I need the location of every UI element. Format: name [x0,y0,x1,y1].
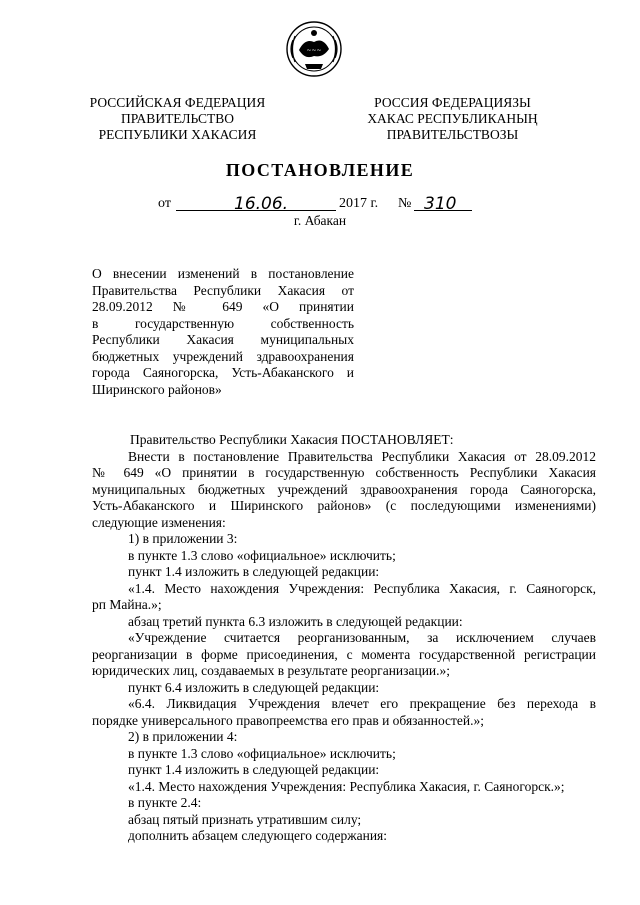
header-right-line: ХАКАС РЕСПУБЛИКАНЫҢ [367,111,538,126]
subject-line: в государственную собственность [92,315,354,331]
body-line: юридических лиц, создаваемых в результате реорганизации.»; [92,663,451,678]
header-right [360,95,545,143]
subject-line: города Саяногорска, Усть-Абаканского и [92,365,354,380]
subject-line: 28.09.2012 № 649 «О принятии [92,299,354,314]
body-line: Внести в постановление Правительства Республики Хакасия от 28.09.2012 [128,448,596,464]
number-label: № [398,196,412,211]
body-line: «1.4. Место нахождения Учреждения: Республика Хакасия, г. Саяногорск, [128,580,596,596]
subject-line: Ширинского районов» [92,381,222,397]
body-line: пункт 1.4 изложить в следующей редакции: [128,564,380,579]
body-line: в пункте 1.3 слово «официальное» исключить; [128,547,396,563]
body-line: Усть-Абаканского и Ширинского районов» (с последующими изменениями) [92,498,596,513]
body-line: Правительство Республики Хакасия ПОСТАНОВЛЯЕТ: [130,432,454,447]
body-line: абзац третий пункта 6.3 изложить в следующей редакции: [128,613,463,629]
body-line: в пункте 1.3 слово «официальное» исключить; [128,745,396,761]
subject-line: бюджетных учреждений здравоохранения [92,348,354,364]
subject-line: Республики Хакасия муниципальных [92,332,354,347]
year-label: 2017 г. [339,196,379,211]
subject-line: О внесении изменений в постановление [92,266,354,281]
body-line: № 649 «О принятии в государственную собственность Республики Хакасия [92,465,596,480]
body-line: следующие изменения: [92,514,226,530]
header-left-line: ПРАВИТЕЛЬСТВО [121,111,234,126]
svg-text:~~~: ~~~ [306,47,322,54]
body-line: абзац пятый признать утратившим силу; [128,811,362,827]
body-line: «Учреждение считается реорганизованным, за исключением случаев [128,630,596,645]
body-line: порядке универсального правопреемства его прав и обязанностей.»; [92,712,485,728]
body-line: пункт 6.4 изложить в следующей редакции: [128,679,380,695]
document-body [92,432,596,845]
body-line: рп Майна.»; [92,597,162,612]
header-left [85,95,270,143]
body-line: 1) в приложении 3: [128,531,238,546]
body-line: «1.4. Место нахождения Учреждения: Республика Хакасия, г. Саяногорск.»; [128,778,565,794]
body-line: дополнить абзацем следующего содержания: [128,828,388,843]
body-line: в пункте 2.4: [128,795,202,810]
header-left-line: РОССИЙСКАЯ ФЕДЕРАЦИЯ [89,95,266,110]
header-left-line: РЕСПУБЛИКИ ХАКАСИЯ [98,127,257,142]
subject-block [92,266,354,398]
document-title: ПОСТАНОВЛЕНИЕ [225,160,415,180]
body-line: 2) в приложении 4: [128,729,238,744]
body-line: пункт 1.4 изложить в следующей редакции: [128,762,380,777]
header-right-line: РОССИЯ ФЕДЕРАЦИЯЗЫ [374,95,531,110]
body-line: муниципальных бюджетных учреждений здравоохранения города Саяногорска, [92,481,596,497]
date-handwritten: 16.06. [234,194,289,214]
coat-of-arms-icon [285,20,343,78]
body-line: реорганизации в форме присоединения, с момента государственной регистрации [92,646,596,662]
body-line: «6.4. Ликвидация Учреждения влечет его прекращение без перехода в [128,696,596,711]
subject-line: Правительства Республики Хакасия от [92,282,354,298]
number-handwritten: 310 [424,194,457,214]
date-prefix: от [158,196,171,211]
header-right-line: ПРАВИТЕЛЬСТВОЗЫ [386,127,519,142]
city: г. Абакан [293,213,347,228]
